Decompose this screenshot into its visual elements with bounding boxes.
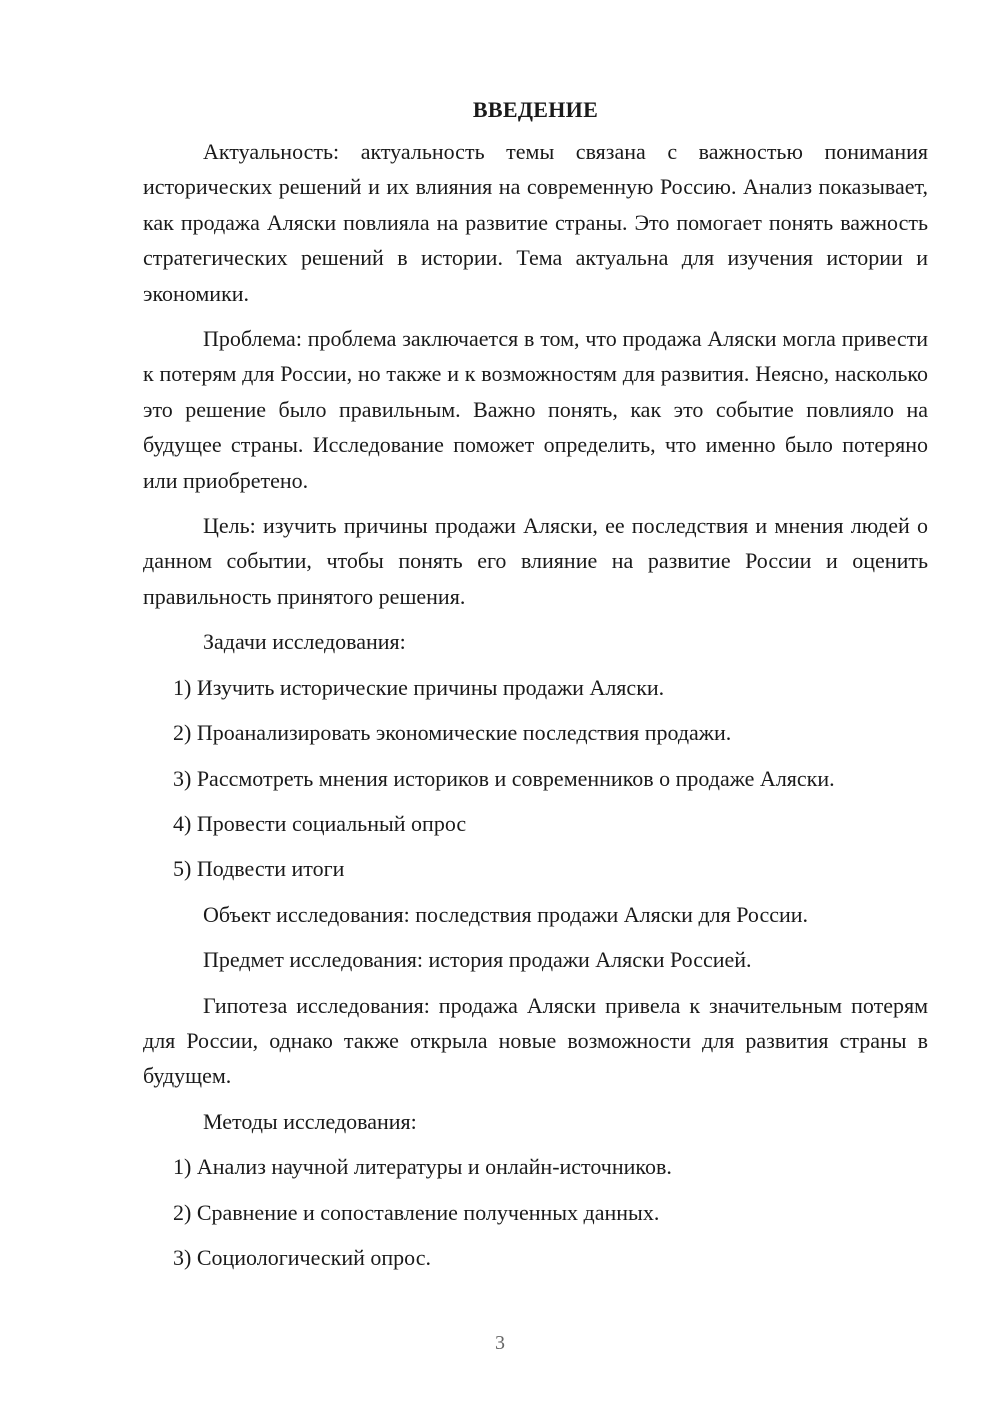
section-heading: ВВЕДЕНИЕ xyxy=(472,97,599,122)
task-item-1: 1) Изучить исторические причины продажи Аляски. xyxy=(173,674,665,700)
method-item-2: 2) Сравнение и сопоставление полученных данных. xyxy=(173,1199,660,1225)
task-item-5: 5) Подвести итоги xyxy=(173,856,345,882)
method-item-1: 1) Анализ научной литературы и онлайн-источников. xyxy=(173,1154,672,1180)
relevance-paragraph: Актуальность: актуальность темы связана с важностью понимания исторических решений и их влияния на современную Россию. Анализ показывает, как продажа Аляски повлияла на развитие страны. Это помогает понять важность стратегических решений в истории. Тема актуальна для изучения истории и экономики. xyxy=(143,139,928,306)
task-item-4: 4) Провести социальный опрос xyxy=(173,810,467,836)
goal-paragraph: Цель: изучить причины продажи Аляски, ее последствия и мнения людей о данном событии, чтобы понять его влияние на развитие России и оценить правильность принятого решения. xyxy=(143,513,928,609)
page-number: 3 xyxy=(495,1332,505,1354)
task-item-2: 2) Проанализировать экономические последствия продажи. xyxy=(173,720,732,746)
research-subject: Предмет исследования: история продажи Аляски Россией. xyxy=(203,947,752,973)
methods-heading: Методы исследования: xyxy=(203,1108,417,1134)
problem-paragraph: Проблема: проблема заключается в том, что продажа Аляски могла привести к потерям для России, но также и к возможностям для развития. Неясно, насколько это решение было правильным. Важно понять, как это событие повлияло на будущее страны. Исследование поможет определить, что именно было потеряно или приобретено. xyxy=(143,326,928,493)
tasks-heading: Задачи исследования: xyxy=(203,629,406,655)
research-object: Объект исследования: последствия продажи Аляски для России. xyxy=(203,901,809,927)
document-page xyxy=(143,92,928,1285)
hypothesis-paragraph: Гипотеза исследования: продажа Аляски привела к значительным потерям для России, однако также открыла новые возможности для развития страны в будущем. xyxy=(143,992,928,1089)
task-item-3: 3) Рассмотреть мнения историков и современников о продаже Аляски. xyxy=(173,765,835,791)
method-item-3: 3) Социологический опрос. xyxy=(173,1244,431,1270)
